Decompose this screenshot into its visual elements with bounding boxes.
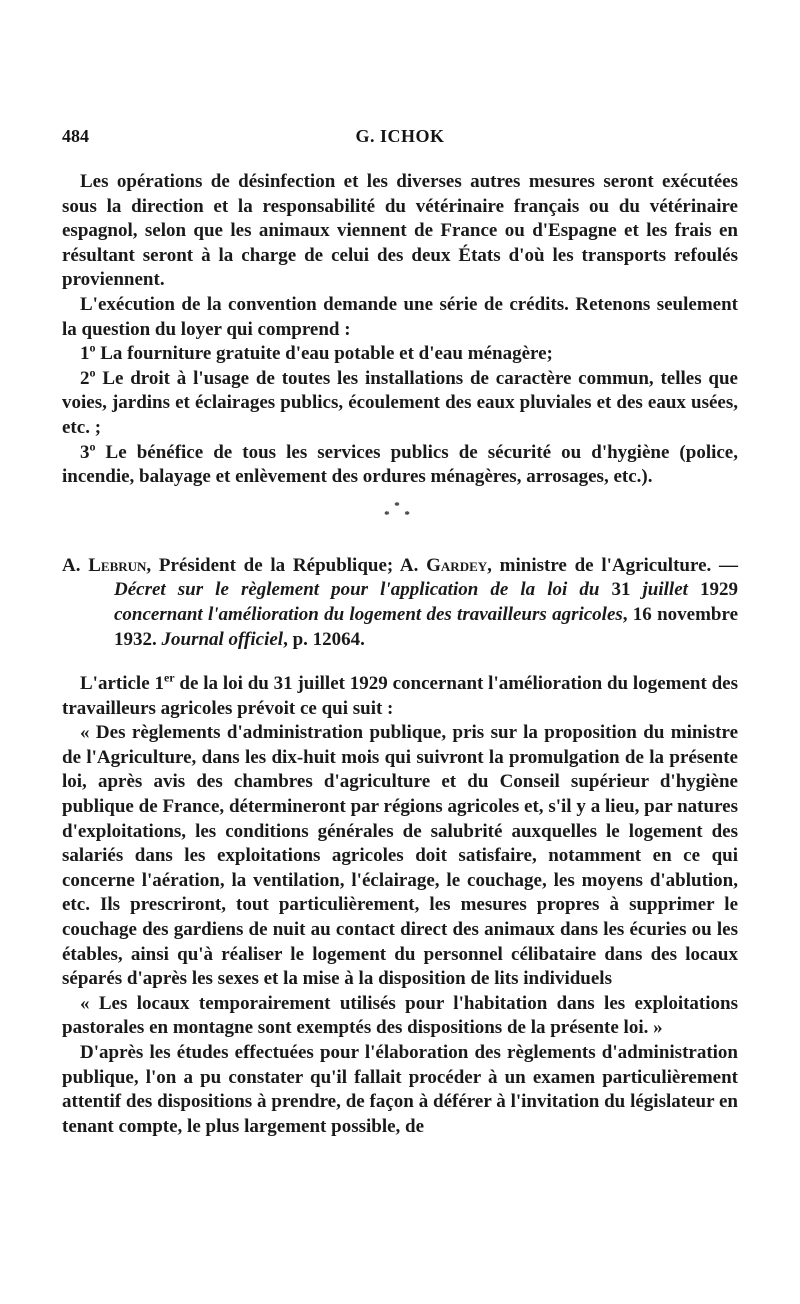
paragraph-etudes: D'après les études effectuées pour l'élaboration des règlements d'administration publique, l'on a pu constater qu'il fallait procéder à un examen particulièrement attentif des dispositions à prendre, de façon à déférer à l'invitation du législateur en tenant compte, le plus largement possible, de <box>62 1042 738 1137</box>
author-gardey: Gardey <box>426 554 488 576</box>
quote-locaux: « Les locaux temporairement utilisés pour l'habitation dans les exploitations pastorales en montagne sont exemptés des dispositions de la présente loi. » <box>62 992 738 1039</box>
decree-title: Décret sur le règlement pour l'application de la loi du <box>114 579 612 601</box>
list-item-1: 1$^o$ La fourniture gratuite d'eau potable et d'eau ménagère; <box>80 340 553 365</box>
page-body <box>62 170 738 1139</box>
paragraph-article-1: L'article 1er de la loi du 31 juillet 1929 concernant l'amélioration du logement des travailleurs agricoles prévoit ce qui suit : <box>62 670 738 719</box>
paragraph-convention: L'exécution de la convention demande une série de crédits. Retenons seulement la question du loyer qui comprend : <box>62 293 738 340</box>
separator-stars-bottom: * * <box>384 508 416 521</box>
separator-star-top: * <box>394 499 406 512</box>
page-number: 484 <box>62 126 89 146</box>
author-lebrun: Lebrun <box>88 554 147 576</box>
journal-name: Journal officiel <box>161 628 284 650</box>
quote-reglements: « Des règlements d'administration publique, pris sur la proposition du ministre de l'Agriculture, dans les dix-huit mois qui suivront la promulgation de la présente loi, après avis des chambres d'agriculture et du Conseil supérieur d'hygiène publique de France, détermineront par régions agricoles et, s'il y a lieu, par natures d'exploitations, les conditions générales de salubrité auxquelles le logement des salariés dans les exploitations agricoles doit satisfaire, notamment en ce qui concerne l'aération, la ventilation, l'éclairage, le couchage, les moyens d'ablution, etc. Ils prescriront, tout particulièrement, les mesures propres à supprimer le couchage des gardiens de nuit au contact direct des animaux dans les écuries ou les étables, ainsi qu'à réaliser le logement du personnel célibataire dans des locaux séparés d'après les sexes et la mise à la disposition de lits individuels <box>62 722 738 990</box>
decree-reference: A. Lebrun, Président de la République; A. Gardey, ministre de l'Agriculture. — Décret sur le règlement pour l'application de la loi du 31 juillet 1929 concernant l'amélioration du logement des travailleurs agricoles, 16 novembre 1932. Journal officiel, p. 12064. <box>62 554 739 650</box>
section-separator <box>62 499 738 521</box>
page-header <box>62 124 738 154</box>
running-head: G. ICHOK <box>355 126 445 146</box>
list-item-3: 3$^o$ Le bénéfice de tous les services publics de sécurité ou d'hygiène (police, incendie, balayage et enlèvement des ordures ménagères, arrosages, etc.). <box>62 439 738 488</box>
list-item-2: 2$^o$ Le droit à l'usage de toutes les installations de caractère commun, telles que voies, jardins et éclairages publics, écoulement des eaux pluviales et des eaux usées, etc. ; <box>62 365 738 438</box>
paragraph-disinfection: Les opérations de désinfection et les diverses autres mesures seront exécutées sous la direction et la responsabilité du vétérinaire français ou du vétérinaire espagnol, selon que les animaux viennent de France ou d'Espagne et les frais en résultant seront à la charge de celui des deux États d'où les transports refoulés proviennent. <box>62 171 738 291</box>
